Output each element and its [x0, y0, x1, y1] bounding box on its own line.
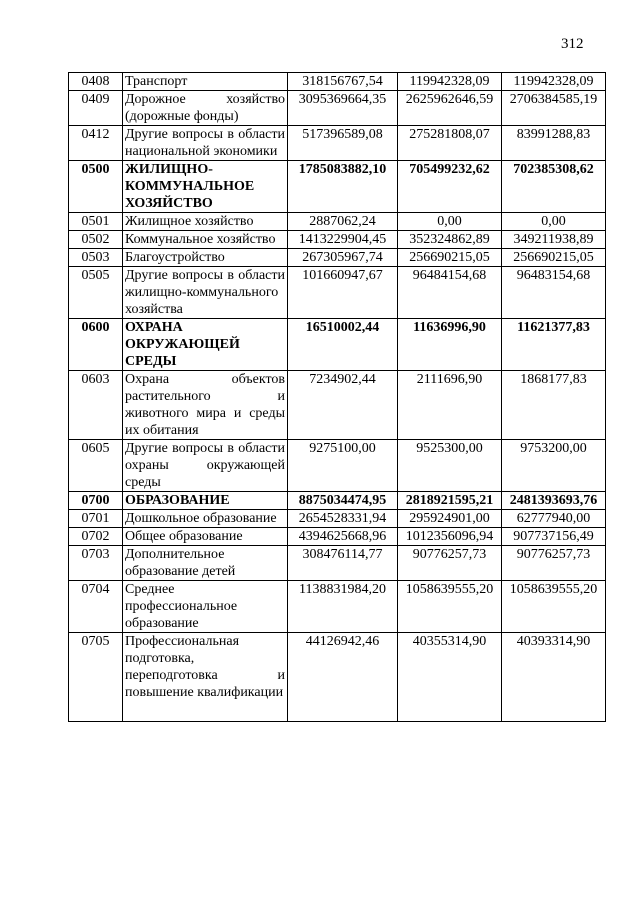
table-row	[69, 213, 606, 231]
code-cell: 0701	[69, 510, 123, 528]
amount-cell-3: 11621377,83	[502, 319, 606, 371]
amount-cell-3: 349211938,89	[502, 231, 606, 249]
amount-cell-1: 1138831984,20	[288, 581, 398, 633]
amount-cell-3: 0,00	[502, 213, 606, 231]
amount-cell-1: 1413229904,45	[288, 231, 398, 249]
name-cell: Транспорт	[123, 73, 288, 91]
amount-cell-2: 1012356096,94	[398, 528, 502, 546]
amount-cell-2: 9525300,00	[398, 440, 502, 492]
amount-cell-2: 96484154,68	[398, 267, 502, 319]
code-cell: 0702	[69, 528, 123, 546]
code-cell: 0705	[69, 633, 123, 722]
amount-cell-3: 119942328,09	[502, 73, 606, 91]
name-cell: Дорожное хозяйство (дорожные фонды)	[123, 91, 288, 126]
amount-cell-1: 1785083882,10	[288, 161, 398, 213]
amount-cell-2: 2818921595,21	[398, 492, 502, 510]
amount-cell-1: 2654528331,94	[288, 510, 398, 528]
amount-cell-3: 83991288,83	[502, 126, 606, 161]
amount-cell-1: 267305967,74	[288, 249, 398, 267]
table-row	[69, 510, 606, 528]
amount-cell-2: 40355314,90	[398, 633, 502, 722]
amount-cell-1: 517396589,08	[288, 126, 398, 161]
budget-table	[68, 72, 606, 722]
amount-cell-2: 256690215,05	[398, 249, 502, 267]
amount-cell-1: 44126942,46	[288, 633, 398, 722]
amount-cell-2: 2625962646,59	[398, 91, 502, 126]
code-cell: 0600	[69, 319, 123, 371]
name-cell: Дошкольное образование	[123, 510, 288, 528]
name-cell: Дополнительное образование детей	[123, 546, 288, 581]
code-cell: 0704	[69, 581, 123, 633]
amount-cell-2: 90776257,73	[398, 546, 502, 581]
table-row	[69, 73, 606, 91]
name-cell: Другие вопросы в области национальной экономики	[123, 126, 288, 161]
amount-cell-2: 295924901,00	[398, 510, 502, 528]
amount-cell-1: 7234902,44	[288, 371, 398, 440]
table-row	[69, 581, 606, 633]
amount-cell-1: 2887062,24	[288, 213, 398, 231]
name-cell: Общее образование	[123, 528, 288, 546]
amount-cell-2: 705499232,62	[398, 161, 502, 213]
amount-cell-3: 9753200,00	[502, 440, 606, 492]
amount-cell-2: 1058639555,20	[398, 581, 502, 633]
amount-cell-3: 1868177,83	[502, 371, 606, 440]
table-row	[69, 371, 606, 440]
code-cell: 0412	[69, 126, 123, 161]
code-cell: 0700	[69, 492, 123, 510]
table-row	[69, 267, 606, 319]
amount-cell-1: 101660947,67	[288, 267, 398, 319]
amount-cell-3: 2706384585,19	[502, 91, 606, 126]
table-row	[69, 126, 606, 161]
amount-cell-3: 2481393693,76	[502, 492, 606, 510]
code-cell: 0501	[69, 213, 123, 231]
code-cell: 0408	[69, 73, 123, 91]
amount-cell-1: 16510002,44	[288, 319, 398, 371]
amount-cell-3: 90776257,73	[502, 546, 606, 581]
table-row	[69, 91, 606, 126]
name-cell: Благоустройство	[123, 249, 288, 267]
name-cell: Охрана объектов растительного и животного мира и среды их обитания	[123, 371, 288, 440]
code-cell: 0605	[69, 440, 123, 492]
name-cell: Профессиональная подготовка, переподготовка и повышение квалификации	[123, 633, 288, 722]
code-cell: 0703	[69, 546, 123, 581]
amount-cell-1: 9275100,00	[288, 440, 398, 492]
amount-cell-2: 11636996,90	[398, 319, 502, 371]
name-cell: Коммунальное хозяйство	[123, 231, 288, 249]
section-row	[69, 319, 606, 371]
table-row	[69, 440, 606, 492]
name-cell: Другие вопросы в области жилищно-коммунального хозяйства	[123, 267, 288, 319]
amount-cell-3: 702385308,62	[502, 161, 606, 213]
code-cell: 0505	[69, 267, 123, 319]
section-row	[69, 492, 606, 510]
amount-cell-1: 318156767,54	[288, 73, 398, 91]
code-cell: 0409	[69, 91, 123, 126]
name-cell: Среднее профессиональное образование	[123, 581, 288, 633]
amount-cell-2: 2111696,90	[398, 371, 502, 440]
page-number: 312	[561, 36, 584, 52]
section-row	[69, 161, 606, 213]
amount-cell-2: 119942328,09	[398, 73, 502, 91]
table-row	[69, 231, 606, 249]
table-row	[69, 249, 606, 267]
amount-cell-1: 4394625668,96	[288, 528, 398, 546]
amount-cell-3: 62777940,00	[502, 510, 606, 528]
budget-table-body	[69, 73, 606, 722]
code-cell: 0603	[69, 371, 123, 440]
name-cell: ЖИЛИЩНО-КОММУНАЛЬНОЕ ХОЗЯЙСТВО	[123, 161, 288, 213]
name-cell: Жилищное хозяйство	[123, 213, 288, 231]
amount-cell-2: 275281808,07	[398, 126, 502, 161]
amount-cell-1: 3095369664,35	[288, 91, 398, 126]
amount-cell-1: 308476114,77	[288, 546, 398, 581]
amount-cell-1: 8875034474,95	[288, 492, 398, 510]
amount-cell-3: 907737156,49	[502, 528, 606, 546]
amount-cell-3: 96483154,68	[502, 267, 606, 319]
table-row	[69, 528, 606, 546]
amount-cell-3: 40393314,90	[502, 633, 606, 722]
code-cell: 0500	[69, 161, 123, 213]
name-cell: Другие вопросы в области охраны окружающей среды	[123, 440, 288, 492]
code-cell: 0502	[69, 231, 123, 249]
name-cell: ОХРАНА ОКРУЖАЮЩЕЙ СРЕДЫ	[123, 319, 288, 371]
amount-cell-2: 0,00	[398, 213, 502, 231]
code-cell: 0503	[69, 249, 123, 267]
amount-cell-2: 352324862,89	[398, 231, 502, 249]
amount-cell-3: 1058639555,20	[502, 581, 606, 633]
table-row	[69, 546, 606, 581]
table-row	[69, 633, 606, 722]
name-cell: ОБРАЗОВАНИЕ	[123, 492, 288, 510]
amount-cell-3: 256690215,05	[502, 249, 606, 267]
